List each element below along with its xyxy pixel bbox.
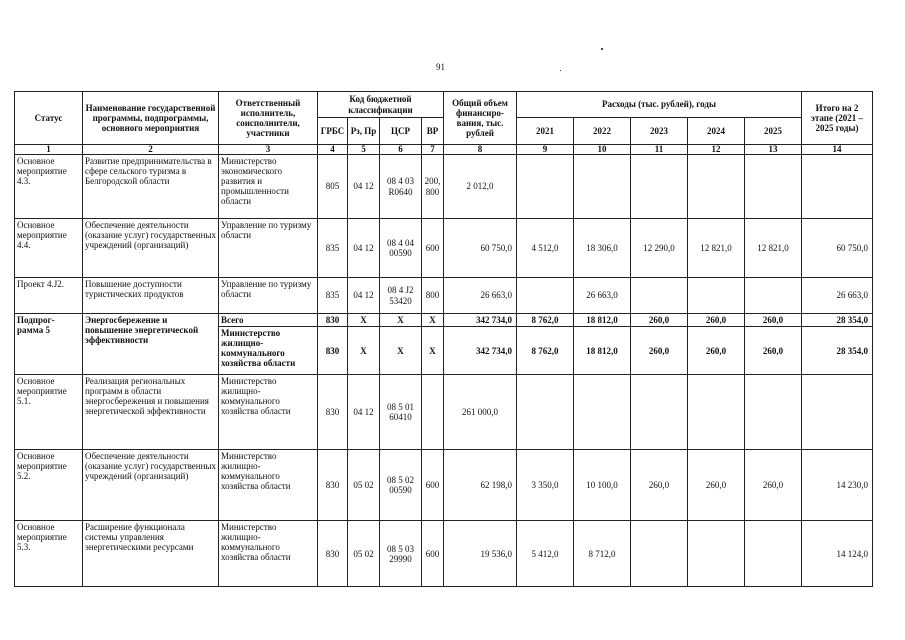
csr-cell: 08 4 04 00590 — [380, 219, 422, 278]
table-body — [15, 155, 873, 587]
y2022-cell: 8 712,0 — [574, 521, 631, 587]
col-budget-code-header: Код бюджетной классификации — [318, 92, 444, 118]
col-2023-header: 2023 — [631, 118, 688, 145]
y2025-cell: 260,0 — [745, 314, 802, 327]
col-index: 11 — [631, 145, 688, 155]
page-number: 91 — [436, 62, 445, 72]
sum-cell — [802, 375, 873, 450]
total-cell: 342 734,0 — [444, 327, 517, 375]
responsible-cell: Министерство жилищно-коммунального хозяйства области — [219, 521, 318, 587]
column-index-row — [15, 145, 873, 155]
csr-cell: X — [380, 314, 422, 327]
name-cell: Реализация региональных программ в области энергосбережения и повышения энергетической эффективности — [83, 375, 219, 450]
y2024-cell — [688, 521, 745, 587]
col-index: 1 — [15, 145, 83, 155]
y2021-cell: 4 512,0 — [517, 219, 574, 278]
y2022-cell — [574, 375, 631, 450]
y2021-cell — [517, 375, 574, 450]
total-cell: 2 012,0 — [444, 155, 517, 219]
csr-cell: 08 4 03 R0640 — [380, 155, 422, 219]
status-cell: Основное мероприятие 5.1. — [15, 375, 83, 450]
responsible-cell: Управление по туризму области — [219, 278, 318, 314]
col-index: 13 — [745, 145, 802, 155]
col-rzpr-header: Рз, Пр — [348, 118, 380, 145]
budget-table — [14, 91, 873, 587]
table-row — [15, 450, 873, 521]
col-2025-header: 2025 — [745, 118, 802, 145]
col-index: 4 — [318, 145, 348, 155]
status-cell: Основное мероприятие 5.3. — [15, 521, 83, 587]
y2023-cell — [631, 155, 688, 219]
responsible-cell: Министерство жилищно-коммунального хозяйства области — [219, 375, 318, 450]
col-2022-header: 2022 — [574, 118, 631, 145]
col-index: 12 — [688, 145, 745, 155]
y2025-cell — [745, 155, 802, 219]
y2021-cell: 8 762,0 — [517, 314, 574, 327]
rzpr-cell: X — [348, 327, 380, 375]
y2021-cell — [517, 278, 574, 314]
y2024-cell: 260,0 — [688, 314, 745, 327]
name-cell: Энергосбережение и повышение энергетической эффективности — [83, 314, 219, 375]
y2024-cell: 260,0 — [688, 327, 745, 375]
col-index: 10 — [574, 145, 631, 155]
y2023-cell — [631, 278, 688, 314]
col-index: 6 — [380, 145, 422, 155]
y2023-cell: 260,0 — [631, 450, 688, 521]
csr-cell: 08 5 03 29990 — [380, 521, 422, 587]
responsible-cell: Министерство экономического развития и промышленности области — [219, 155, 318, 219]
vr-cell: 800 — [422, 278, 444, 314]
grbs-cell: 835 — [318, 219, 348, 278]
name-cell: Развитие предпринимательства в сфере сельского туризма в Белгородской области — [83, 155, 219, 219]
col-index: 5 — [348, 145, 380, 155]
sum-cell — [802, 155, 873, 219]
table-row — [15, 375, 873, 450]
col-expenses-header: Расходы (тыс. рублей), годы — [517, 92, 802, 118]
y2024-cell — [688, 155, 745, 219]
status-cell: Проект 4.J2. — [15, 278, 83, 314]
status-cell: Основное мероприятие 4.4. — [15, 219, 83, 278]
grbs-cell: 830 — [318, 327, 348, 375]
status-cell: Подпрог-рамма 5 — [15, 314, 83, 375]
rzpr-cell: 04 12 — [348, 375, 380, 450]
responsible-cell: Управление по туризму области — [219, 219, 318, 278]
sum-cell: 60 750,0 — [802, 219, 873, 278]
y2022-cell — [574, 155, 631, 219]
sum-cell: 14 124,0 — [802, 521, 873, 587]
y2025-cell: 12 821,0 — [745, 219, 802, 278]
col-index: 2 — [83, 145, 219, 155]
y2025-cell — [745, 278, 802, 314]
name-cell: Расширение функционала системы управления энергетическими ресурсами — [83, 521, 219, 587]
grbs-cell: 830 — [318, 375, 348, 450]
col-vr-header: ВР — [422, 118, 444, 145]
y2025-cell — [745, 375, 802, 450]
csr-cell: X — [380, 327, 422, 375]
csr-cell: 08 5 01 60410 — [380, 375, 422, 450]
y2023-cell: 260,0 — [631, 314, 688, 327]
total-cell: 261 000,0 — [444, 375, 517, 450]
sum-cell: 28 354,0 — [802, 314, 873, 327]
col-index: 9 — [517, 145, 574, 155]
scan-speck — [560, 70, 561, 71]
vr-cell: X — [422, 314, 444, 327]
col-grbs-header: ГРБС — [318, 118, 348, 145]
name-cell: Повышение доступности туристических продуктов — [83, 278, 219, 314]
table-row — [15, 521, 873, 587]
status-cell: Основное мероприятие 5.2. — [15, 450, 83, 521]
vr-cell: 600 — [422, 450, 444, 521]
y2022-cell: 18 306,0 — [574, 219, 631, 278]
y2022-cell: 18 812,0 — [574, 314, 631, 327]
grbs-cell: 835 — [318, 278, 348, 314]
table-row — [15, 278, 873, 314]
table-header — [15, 92, 873, 155]
y2024-cell — [688, 375, 745, 450]
rzpr-cell: 04 12 — [348, 278, 380, 314]
y2023-cell — [631, 375, 688, 450]
y2024-cell: 260,0 — [688, 450, 745, 521]
vr-cell — [422, 375, 444, 450]
y2021-cell — [517, 155, 574, 219]
y2023-cell: 12 290,0 — [631, 219, 688, 278]
responsible-cell: Всего — [219, 314, 318, 327]
col-index: 7 — [422, 145, 444, 155]
vr-cell: X — [422, 327, 444, 375]
y2024-cell — [688, 278, 745, 314]
col-total-volume-header: Общий объем финансиро-вания, тыс. рублей — [444, 92, 517, 145]
col-responsible-header: Ответственный исполнитель, соисполнители, участники — [219, 92, 318, 145]
name-cell: Обеспечение деятельности (оказание услуг) государственных учреждений (организаций) — [83, 219, 219, 278]
responsible-cell: Министерство жилищно-коммунального хозяйства области — [219, 327, 318, 375]
y2021-cell: 8 762,0 — [517, 327, 574, 375]
y2025-cell: 260,0 — [745, 327, 802, 375]
y2022-cell: 18 812,0 — [574, 327, 631, 375]
rzpr-cell: X — [348, 314, 380, 327]
grbs-cell: 830 — [318, 521, 348, 587]
grbs-cell: 805 — [318, 155, 348, 219]
total-cell: 60 750,0 — [444, 219, 517, 278]
grbs-cell: 830 — [318, 314, 348, 327]
col-2021-header: 2021 — [517, 118, 574, 145]
total-cell: 342 734,0 — [444, 314, 517, 327]
status-cell: Основное мероприятие 4.3. — [15, 155, 83, 219]
responsible-cell: Министерство жилищно-коммунального хозяйства области — [219, 450, 318, 521]
table-row — [15, 155, 873, 219]
sum-cell: 28 354,0 — [802, 327, 873, 375]
vr-cell: 600 — [422, 521, 444, 587]
y2025-cell — [745, 521, 802, 587]
col-index: 14 — [802, 145, 873, 155]
col-name-header: Наименование государственной программы, подпрограммы, основного мероприятия — [83, 92, 219, 145]
total-cell: 19 536,0 — [444, 521, 517, 587]
col-index: 3 — [219, 145, 318, 155]
col-csr-header: ЦСР — [380, 118, 422, 145]
csr-cell: 08 4 J2 53420 — [380, 278, 422, 314]
rzpr-cell: 04 12 — [348, 219, 380, 278]
table-row — [15, 219, 873, 278]
vr-cell: 600 — [422, 219, 444, 278]
col-stage-total-header: Итого на 2 этапе (2021 – 2025 годы) — [802, 92, 873, 145]
y2023-cell: 260,0 — [631, 327, 688, 375]
y2025-cell: 260,0 — [745, 450, 802, 521]
col-status-header: Статус — [15, 92, 83, 145]
csr-cell: 08 5 02 00590 — [380, 450, 422, 521]
y2022-cell: 26 663,0 — [574, 278, 631, 314]
table-row-subprogram-total — [15, 314, 873, 327]
total-cell: 26 663,0 — [444, 278, 517, 314]
name-cell: Обеспечение деятельности (оказание услуг) государственных учреждений (организаций) — [83, 450, 219, 521]
y2021-cell: 5 412,0 — [517, 521, 574, 587]
rzpr-cell: 04 12 — [348, 155, 380, 219]
grbs-cell: 830 — [318, 450, 348, 521]
total-cell: 62 198,0 — [444, 450, 517, 521]
y2023-cell — [631, 521, 688, 587]
sum-cell: 14 230,0 — [802, 450, 873, 521]
rzpr-cell: 05 02 — [348, 521, 380, 587]
sum-cell: 26 663,0 — [802, 278, 873, 314]
vr-cell: 200, 800 — [422, 155, 444, 219]
rzpr-cell: 05 02 — [348, 450, 380, 521]
scan-speck — [601, 48, 603, 50]
y2022-cell: 10 100,0 — [574, 450, 631, 521]
col-index: 8 — [444, 145, 517, 155]
y2021-cell: 3 350,0 — [517, 450, 574, 521]
col-2024-header: 2024 — [688, 118, 745, 145]
y2024-cell: 12 821,0 — [688, 219, 745, 278]
